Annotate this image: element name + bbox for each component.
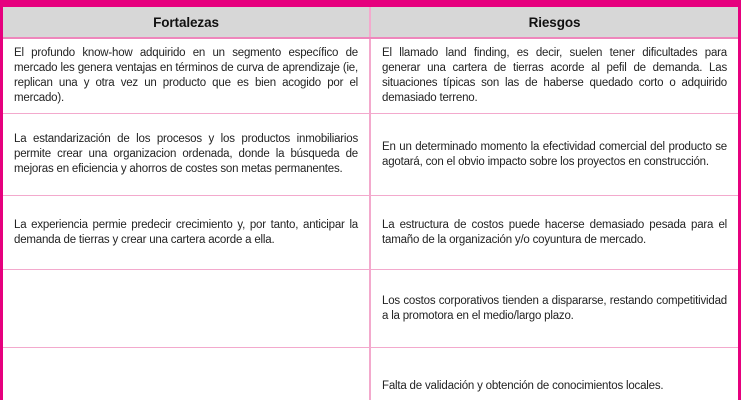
cell-fortalezas-1 [3,39,371,113]
column-header-fortalezas: Fortalezas [3,7,371,37]
table-row [3,348,738,400]
table-row [3,114,738,196]
table-header-row [3,7,738,39]
cell-riesgos-5-text: Falta de validación y obtención de conocimientos locales. [382,379,664,392]
cell-riesgos-4 [371,270,738,347]
cell-riesgos-2-text: En un determinado momento la efectividad comercial del producto se agotará, con el obvio impacto sobre los proyectos en construcción. [382,140,727,168]
table-row [3,39,738,114]
cell-riesgos-2 [371,114,738,195]
cell-fortalezas-4 [3,270,371,347]
column-header-riesgos: Riesgos [528,14,581,30]
cell-fortalezas-1-text: El profundo know-how adquirido en un segmento específico de mercado les genera ventajas en términos de curva de aprendizaje (ie, replican una y otra vez un producto que es bien acogido por el mercado). [14,47,358,104]
table-row [3,270,738,348]
cell-fortalezas-2 [3,114,371,195]
cell-riesgos-4-text: Los costos corporativos tienden a dispararse, restando competitividad a la promotora en el medio/largo plazo. [382,294,727,322]
cell-riesgos-1 [371,39,738,113]
cell-riesgos-5 [371,348,738,400]
cell-riesgos-1-text: El llamado land finding, es decir, suelen tener dificultades para generar una cartera de tierras acorde al pefil de demanda. Las situaciones típicas son las de haberse quedado corto o adquirido demasiado terreno. [382,47,727,104]
cell-fortalezas-2-text: La estandarización de los procesos y los productos inmobiliarios permite crear una organizacion ordenada, donde la búsqueda de mejoras en eficiencia y ahorros de costes son metas permanentes. [14,133,358,175]
cell-riesgos-3-text: La estructura de costos puede hacerse demasiado pesada para el tamaño de la organización y/o coyuntura de mercado. [382,218,727,246]
cell-fortalezas-3-text: La experiencia permie predecir crecimiento y, por tanto, anticipar la demanda de tierras y crear una cartera acorde a ella. [14,218,358,246]
table-row [3,196,738,270]
cell-fortalezas-3 [3,196,371,269]
cell-riesgos-3 [371,196,738,269]
cell-fortalezas-5 [3,348,371,400]
